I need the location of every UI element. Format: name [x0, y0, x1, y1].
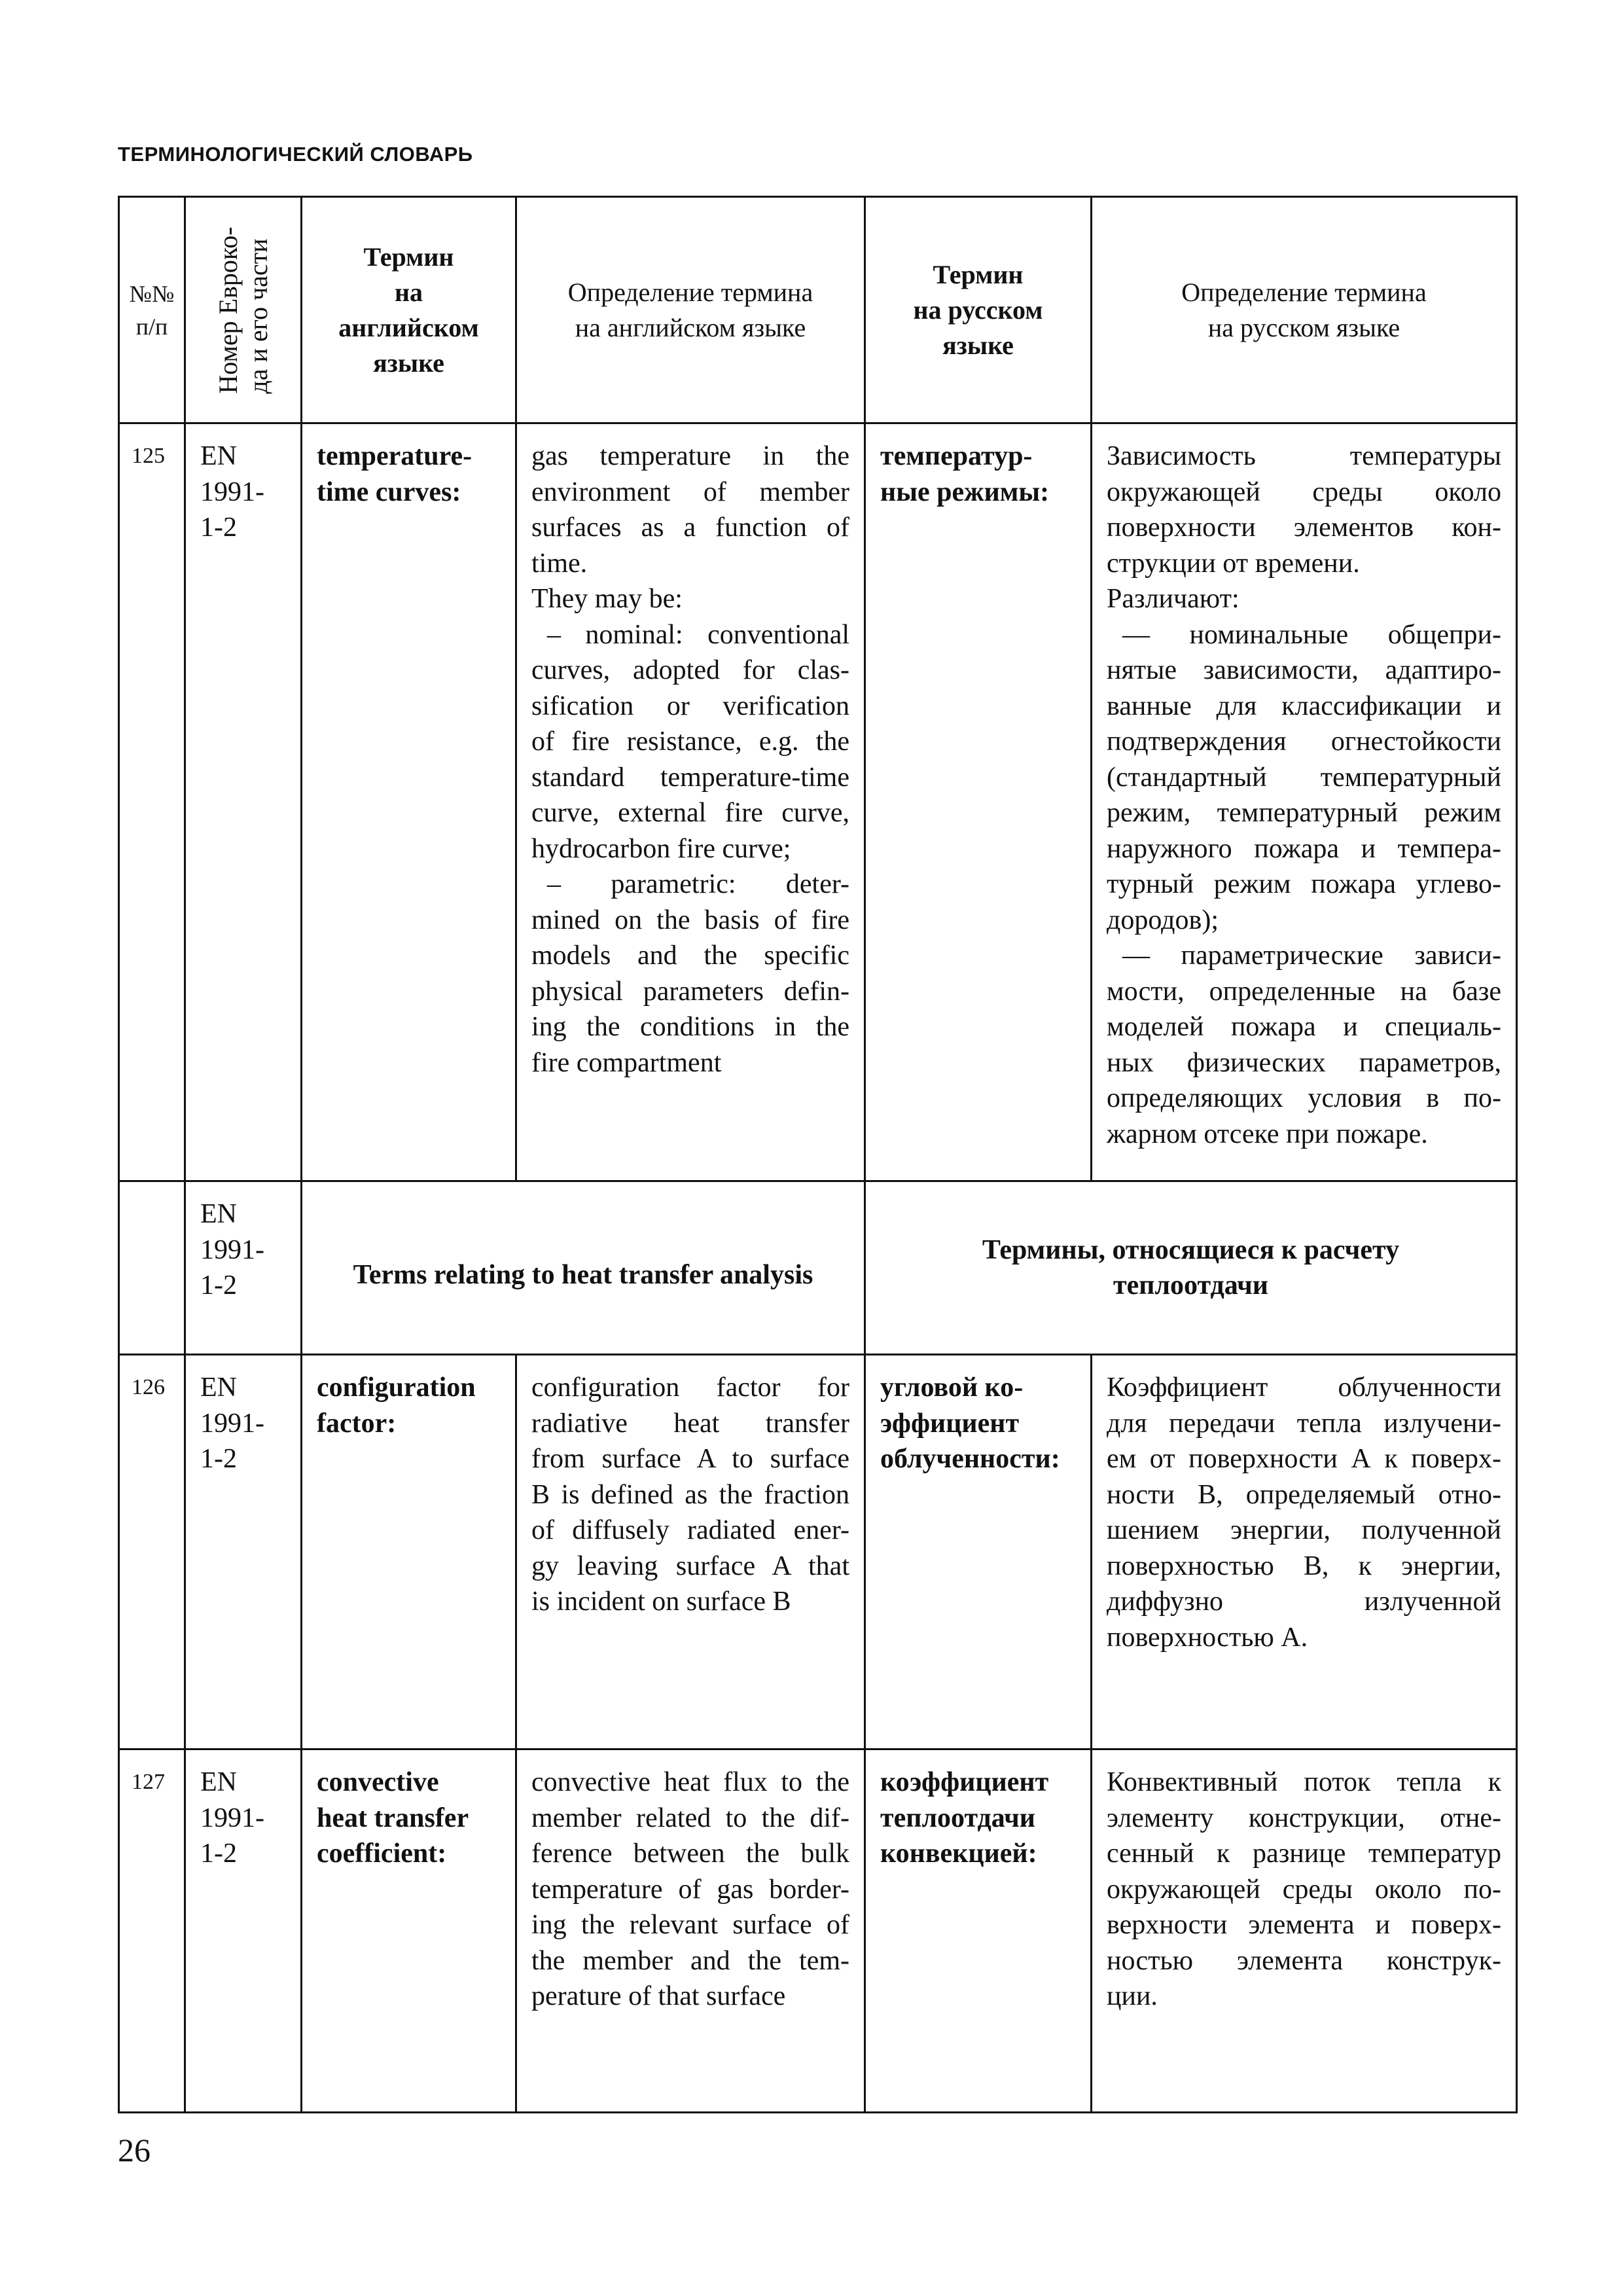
text-lines — [531, 439, 849, 1081]
eurocode-ref — [185, 1181, 302, 1355]
text-line: 1-2 — [200, 512, 237, 543]
text-line: convective heat flux to the — [531, 1767, 849, 1797]
text-line: коэффициент — [880, 1767, 1049, 1797]
text-lines — [1107, 439, 1501, 1152]
text-line: дородов); — [1107, 905, 1219, 935]
text-line: – parametric: deter- — [547, 869, 849, 899]
text-line: radiative heat transfer — [531, 1408, 849, 1439]
text-line: member related to the dif- — [531, 1803, 849, 1833]
text-line: heat transfer — [317, 1803, 469, 1833]
header-eurocode — [185, 197, 302, 423]
text-line: нятые зависимости, адаптиро- — [1107, 655, 1501, 685]
text-line: Определение термина — [1181, 277, 1427, 307]
text-line: Термин — [933, 259, 1024, 289]
term-en — [302, 1355, 516, 1749]
text-line: ции. — [1107, 1981, 1158, 2011]
text-lines — [1099, 275, 1509, 346]
text-line: на русском — [913, 295, 1043, 325]
text-line: convective — [317, 1767, 439, 1797]
text-line: gy leaving surface A that — [531, 1551, 849, 1581]
text-line: coefficient: — [317, 1839, 447, 1869]
table-row — [119, 423, 1517, 1181]
text-line: определяющих условия в по- — [1107, 1083, 1501, 1113]
text-line: Определение термина — [567, 277, 813, 307]
text-line: configuration factor for — [531, 1372, 849, 1403]
text-line: английском — [338, 312, 479, 342]
text-line: ing the relevant surface of — [531, 1910, 849, 1940]
eurocode-ref — [185, 1749, 302, 2113]
text-line: турный режим пожара углево- — [1107, 869, 1501, 899]
text-line: облученности: — [880, 1444, 1060, 1474]
definition-ru — [1092, 423, 1517, 1181]
text-line: curve, external fire curve, — [531, 798, 849, 828]
section-title-en-text: Terms relating to heat transfer analysis — [353, 1260, 813, 1290]
text-line: эффициент — [880, 1408, 1020, 1439]
text-lines — [200, 1196, 286, 1304]
table-row — [119, 1749, 1517, 2113]
text-lines — [880, 1370, 1076, 1477]
text-line: is incident on surface B — [531, 1587, 791, 1617]
text-line: п/п — [135, 313, 168, 340]
text-line: наружного пожара и темпера- — [1107, 833, 1501, 864]
text-line: 1-2 — [200, 1270, 237, 1300]
text-lines — [317, 1765, 501, 1872]
text-line: curves, adopted for clas- — [531, 655, 849, 685]
text-line: EN — [200, 1199, 237, 1229]
text-line: of fire resistance, e.g. the — [531, 726, 849, 757]
text-line: Конвективный поток тепла к — [1107, 1767, 1501, 1797]
text-line: — номинальные общепри- — [1122, 619, 1501, 650]
text-lines — [317, 1370, 501, 1441]
definition-en — [516, 1749, 865, 2113]
text-line: шением энергии, полученной — [1107, 1515, 1501, 1545]
text-line: temperature- — [317, 441, 473, 471]
page-number: 26 — [118, 2132, 151, 2168]
text-line: верхности элемента и поверх- — [1107, 1910, 1501, 1940]
text-line: окружающей среды около — [1107, 476, 1501, 507]
text-line: time curves: — [317, 476, 461, 507]
text-line: сенный к разнице температур — [1107, 1839, 1501, 1869]
running-head: ТЕРМИНОЛОГИЧЕСКИЙ СЛОВАРЬ — [118, 143, 473, 166]
text-line: the member and the tem- — [531, 1945, 849, 1976]
text-lines — [880, 1232, 1501, 1303]
text-line: Различают: — [1107, 584, 1240, 614]
text-line: ные режимы: — [880, 476, 1050, 507]
definition-en — [516, 423, 865, 1181]
text-line: physical parameters defin- — [531, 976, 849, 1007]
text-line: мости, определенные на базе — [1107, 976, 1501, 1007]
text-line: EN — [200, 1767, 237, 1797]
text-line: конвекцией: — [880, 1839, 1037, 1869]
text-line: (стандартный температурный — [1107, 762, 1501, 793]
text-line: Номер Еврoко- — [213, 226, 243, 394]
text-line: языке — [942, 330, 1014, 360]
text-line: температур- — [880, 441, 1033, 471]
text-line: элементу конструкции, отне- — [1107, 1803, 1501, 1833]
text-line: configuration — [317, 1372, 476, 1403]
definition-en — [516, 1355, 865, 1749]
text-line: standard temperature-time — [531, 762, 849, 793]
text-line: ference between the bulk — [531, 1839, 849, 1869]
text-line: на — [394, 277, 423, 307]
text-line: диффузно излученной — [1107, 1587, 1501, 1617]
text-lines — [200, 439, 286, 546]
text-line: EN — [200, 441, 237, 471]
text-line: – nominal: conventional — [547, 619, 849, 650]
text-line: ем от поверхности А к поверх- — [1107, 1444, 1501, 1474]
text-line: на русском языке — [1207, 312, 1400, 342]
entry-number: 127 — [119, 1749, 185, 2113]
text-line: 1991- — [200, 1408, 264, 1439]
text-line: environment of member — [531, 476, 849, 507]
text-line: поверхностью В, к энергии, — [1107, 1551, 1501, 1581]
text-line: теплоотдачи — [1113, 1270, 1268, 1300]
table-row — [119, 1355, 1517, 1749]
text-line: окружающей среды около по- — [1107, 1874, 1501, 1905]
text-line: factor: — [317, 1408, 397, 1439]
text-line: They may be: — [531, 584, 683, 614]
text-lines — [872, 257, 1084, 363]
eurocode-ref — [185, 1355, 302, 1749]
text-line: моделей пожара и специаль- — [1107, 1012, 1501, 1042]
text-lines — [1107, 1765, 1501, 2015]
text-line: поверхностью А. — [1107, 1622, 1308, 1653]
text-line: time. — [531, 548, 588, 579]
eurocode-ref — [185, 423, 302, 1181]
text-line: ing the conditions in the — [531, 1012, 849, 1042]
text-line: жарном отсеке при пожаре. — [1107, 1119, 1428, 1149]
text-line: струкции от времени. — [1107, 548, 1360, 579]
text-line: ности В, определяемый отно- — [1107, 1479, 1501, 1510]
glossary-table — [118, 196, 1518, 2113]
definition-ru — [1092, 1355, 1517, 1749]
text-line: Термины, относящиеся к расчету — [982, 1235, 1400, 1265]
section-title-en — [302, 1181, 865, 1355]
text-line: режим, температурный режим — [1107, 798, 1501, 828]
text-line: sification or verification — [531, 691, 849, 721]
text-line: для передачи тепла излучени- — [1107, 1408, 1501, 1439]
text-line: ных физических параметров, — [1107, 1047, 1501, 1078]
text-line: — параметрические зависи- — [1122, 941, 1501, 971]
header-term-en — [302, 197, 516, 423]
text-line: теплоотдачи — [880, 1803, 1036, 1833]
text-lines — [880, 1765, 1076, 1872]
text-lines — [200, 1765, 286, 1872]
text-line: №№ — [129, 280, 175, 307]
text-line: подтверждения огнестойкости — [1107, 726, 1501, 757]
text-line: B is defined as the fraction — [531, 1479, 849, 1510]
term-ru — [865, 1355, 1092, 1749]
entry-number — [119, 1181, 185, 1355]
definition-ru — [1092, 1749, 1517, 2113]
text-line: from surface A to surface — [531, 1444, 849, 1474]
text-line: 1991- — [200, 476, 264, 507]
text-line: Зависимость температуры — [1107, 441, 1501, 471]
text-line: Коэффициент облученности — [1107, 1372, 1501, 1403]
text-line: temperature of gas border- — [531, 1874, 849, 1905]
text-line: gas temperature in the — [531, 441, 849, 471]
text-line: ванные для классификации и — [1107, 691, 1501, 721]
text-lines — [880, 439, 1076, 510]
text-line: mined on the basis of fire — [531, 905, 849, 935]
term-en — [302, 423, 516, 1181]
entry-number: 125 — [119, 423, 185, 1181]
text-line: ностью элемента конструк- — [1107, 1945, 1501, 1976]
term-en — [302, 1749, 516, 2113]
text-line: 1991- — [200, 1803, 264, 1833]
entry-number: 126 — [119, 1355, 185, 1749]
term-ru — [865, 423, 1092, 1181]
text-line: surfaces as a function of — [531, 512, 849, 543]
text-lines — [213, 226, 274, 393]
text-line: на английском языке — [575, 312, 806, 342]
text-lines — [524, 275, 857, 346]
text-line: of diffusely radiated ener- — [531, 1515, 849, 1545]
text-line: fire compartment — [531, 1047, 722, 1078]
header-def-en — [516, 197, 865, 423]
section-title-ru — [865, 1181, 1517, 1355]
section-row — [119, 1181, 1517, 1355]
text-lines — [126, 278, 177, 343]
text-line: 1991- — [200, 1234, 264, 1265]
text-lines — [531, 1765, 849, 2015]
text-line: угловой ко- — [880, 1372, 1024, 1403]
text-line: поверхности элементов кон- — [1107, 512, 1501, 543]
text-line: models and the specific — [531, 941, 849, 971]
text-line: perature of that surface — [531, 1981, 786, 2011]
text-line: 1-2 — [200, 1839, 237, 1869]
text-lines — [1107, 1370, 1501, 1655]
text-lines — [531, 1370, 849, 1620]
header-term-ru — [865, 197, 1092, 423]
header-row — [119, 197, 1517, 423]
text-lines — [200, 1370, 286, 1477]
text-lines — [309, 240, 508, 381]
text-line: EN — [200, 1372, 237, 1403]
text-line: да и его части — [243, 238, 273, 394]
term-ru — [865, 1749, 1092, 2113]
text-line: 1-2 — [200, 1444, 237, 1474]
text-line: языке — [373, 348, 444, 378]
text-line: hydrocarbon fire curve; — [531, 833, 791, 864]
header-def-ru — [1092, 197, 1517, 423]
header-num — [119, 197, 185, 423]
text-lines — [317, 439, 501, 510]
text-line: Термин — [363, 242, 454, 272]
